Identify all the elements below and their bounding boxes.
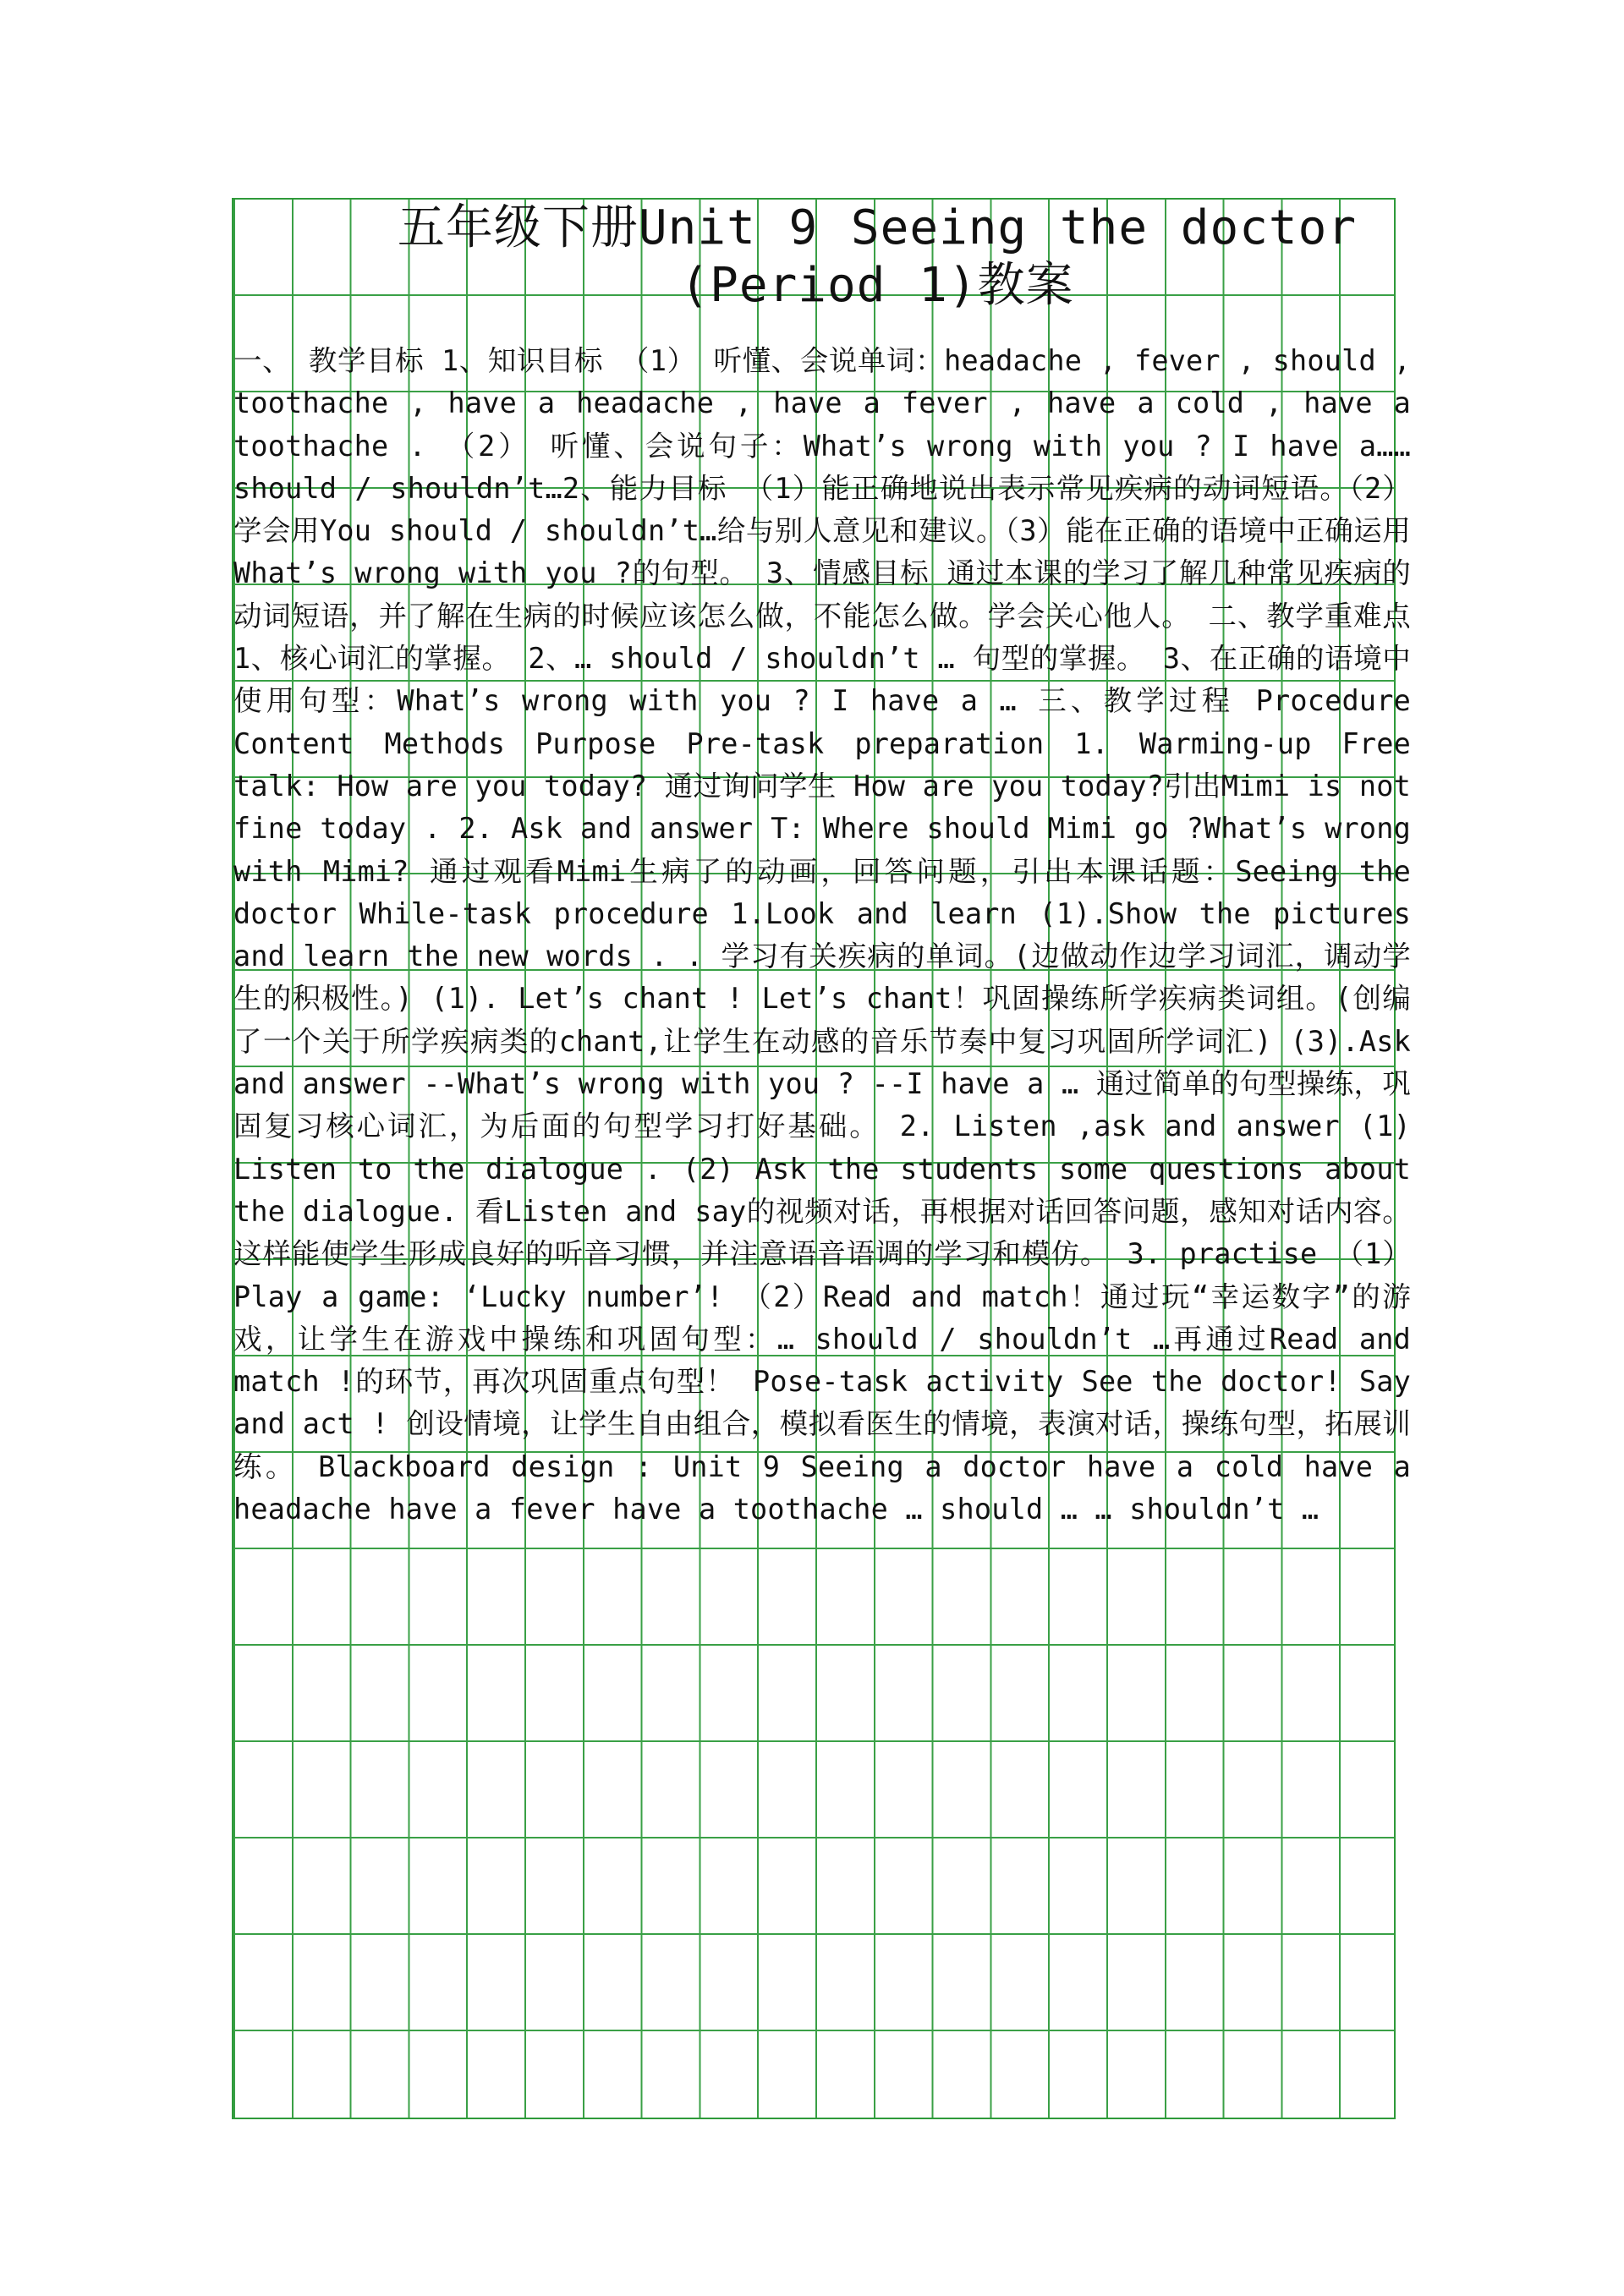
page-title: 五年级下册Unit 9 Seeing the doctor (Period 1)教案 — [397, 200, 1358, 313]
lesson-plan-body: 一、 教学目标 1、知识目标 （1） 听懂、会说单词：headache , fever , should , toothache , have a headache , have a fever , have a cold , have a toothache . （2） 听懂、会说句子：What’s wrong with you ? I have a……should / shouldn’t…2、能力目标 （1）能正确地说出表示常见疾病的动词短语。（2）学会用You should / shouldn’t…给与别人意见和建议。（3）能在正确的语境中正确运用What’s wrong with you ?的句型。 3、情感目标 通过本课的学习了解几种常见疾病的动词短语，并了解在生病的时候应该怎么做，不能怎么做。学会关心他人。 二、教学重难点 1、核心词汇的掌握。 2、… should / shouldn’t … 句型的掌握。 3、在正确的语境中使用句型：What’s wrong with you ? I have a … 三、教学过程 Procedure Content Methods Purpose Pre-task preparation 1. Warming-up Free talk: How are you today? 通过询问学生 How are you today?引出Mimi is not fine today . 2. Ask and answer T: Where should Mimi go ?What’s wrong with Mimi? 通过观看Mimi生病了的动画，回答问题，引出本课话题：Seeing the doctor While-task procedure 1.Look and learn (1).Show the pictures and learn the new words . . 学习有关疾病的单词。(边做动作边学习词汇，调动学生的积极性。) (1). Let’s chant ! Let’s chant！巩固操练所学疾病类词组。(创编了一个关于所学疾病类的chant,让学生在动感的音乐节奏中复习巩固所学词汇) (3).Ask and answer --What’s wrong with you ? --I have a … 通过简单的句型操练，巩固复习核心词汇，为后面的句型学习打好基础。 2. Listen ,ask and answer (1) Listen to the dialogue . (2) Ask the students some questions about the dialogue. 看Listen and say的视频对话，再根据对话回答问题，感知对话内容。这样能使学生形成良好的听音习惯，并注意语音语调的学习和模仿。 3. practise （1）Play a game: ‘Lucky number’! （2）Read and match！通过玩“幸运数字”的游戏，让学生在游戏中操练和巩固句型：… should / shouldn’t …再通过Read and match !的环节，再次巩固重点句型！ Pose-task activity See the doctor! Say and act ! 创设情境，让学生自由组合，模拟看医生的情境，表演对话，操练句型，拓展训练。 Blackboard design : Unit 9 Seeing a doctor have a cold have a headache have a fever have a toothache … should … … shouldn’t … — [233, 344, 1411, 1526]
